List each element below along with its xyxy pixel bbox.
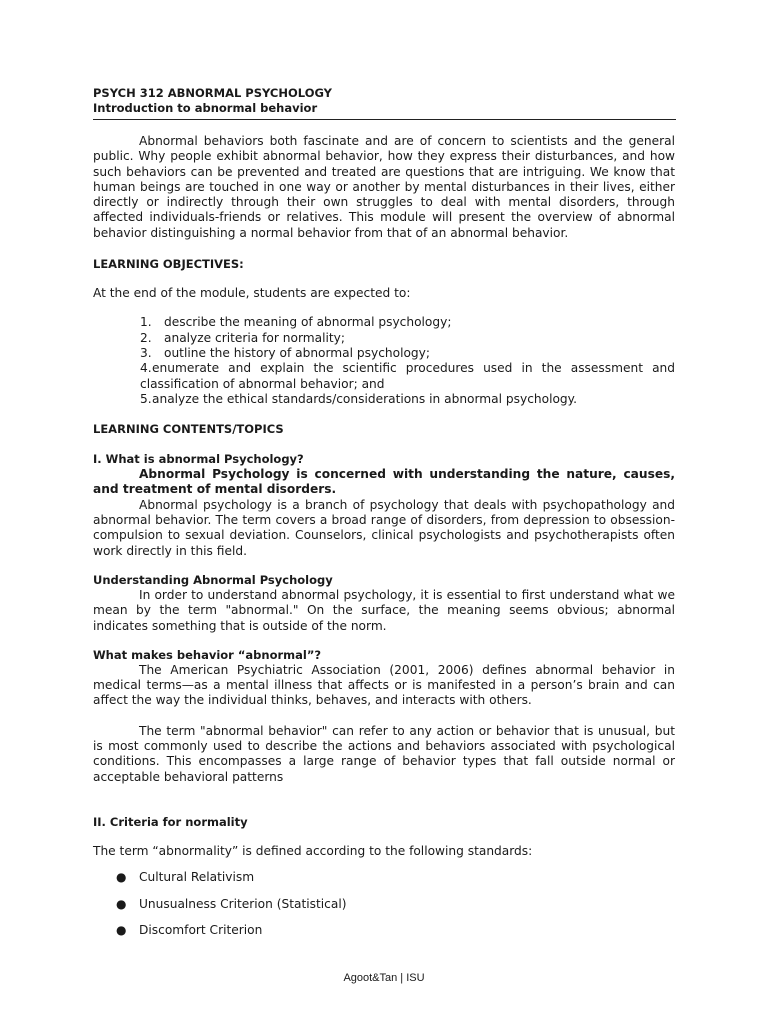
- bullet-icon: ●: [116, 922, 127, 937]
- section-1-bold: Abnormal Psychology is concerned with understanding the nature, causes, and treatment of mental disorders.: [93, 467, 675, 497]
- bullet-icon: ●: [116, 870, 127, 885]
- section-2-heading: Understanding Abnormal Psychology: [93, 572, 333, 587]
- objectives-lead: At the end of the module, students are expected to:: [93, 286, 411, 301]
- objectives-list: [93, 315, 675, 407]
- objective-item: 2. analyze criteria for normality;: [140, 330, 345, 345]
- course-title: PSYCH 312 ABNORMAL PSYCHOLOGY: [93, 86, 332, 100]
- section-2-paragraph: In order to understand abnormal psychology, it is essential to first understand what we mean by the term "abnormal." On the surface, the meaning seems obvious; abnormal indicates something that is outside of the norm.: [93, 587, 675, 633]
- bullet-icon: ●: [116, 896, 127, 911]
- section-4-lead: The term “abnormality” is defined according to the following standards:: [93, 843, 533, 858]
- header-rule: [93, 119, 676, 120]
- criteria-list: [93, 870, 675, 938]
- objective-item: 3. outline the history of abnormal psychology;: [140, 345, 430, 360]
- section-3-paragraph-2: The term "abnormal behavior" can refer to any action or behavior that is unusual, but is most commonly used to describe the actions and behaviors associated with psychological conditions. This encompasses a large range of behavior types that fall outside normal or acceptable behavioral patterns: [93, 723, 675, 784]
- section-1-paragraph: Abnormal psychology is a branch of psychology that deals with psychopathology and abnormal behavior. The term covers a broad range of disorders, from depression to obsession-compulsion to sexual deviation. Counselors, clinical psychologists and psychotherapists often work directly in this field.: [93, 497, 675, 558]
- topic-title: Introduction to abnormal behavior: [93, 101, 318, 115]
- document-page: [93, 86, 675, 949]
- criteria-item: ● Cultural Relativism: [116, 870, 255, 885]
- criteria-item: ● Discomfort Criterion: [116, 922, 263, 937]
- section-3-heading: What makes behavior “abnormal”?: [93, 647, 322, 662]
- intro-paragraph: Abnormal behaviors both fascinate and are of concern to scientists and the general public. Why people exhibit abnormal behavior, how they express their disturbances, and how such behaviors can be prevented and treated are questions that are intriguing. We know that human beings are touched in one way or another by mental disturbances in their lives, either directly or indirectly through their own struggles to deal with mental disorders, through affected individuals-friends or relatives. This module will present the overview of abnormal behavior distinguishing a normal behavior from that of an abnormal behavior.: [93, 134, 675, 240]
- objectives-heading: LEARNING OBJECTIVES:: [93, 257, 244, 272]
- objective-item: 4.enumerate and explain the scientific procedures used in the assessment and classification of abnormal behavior; and: [140, 361, 675, 391]
- contents-heading: LEARNING CONTENTS/TOPICS: [93, 422, 284, 437]
- page-footer: Agoot&Tan | ISU: [343, 972, 425, 984]
- section-1-heading: I. What is abnormal Psychology?: [93, 452, 304, 467]
- objective-item: 5.analyze the ethical standards/considerations in abnormal psychology.: [140, 391, 578, 406]
- criteria-item: ● Unusualness Criterion (Statistical): [116, 896, 347, 911]
- section-3-paragraph-1: The American Psychiatric Association (2001, 2006) defines abnormal behavior in medical terms—as a mental illness that affects or is manifested in a person’s brain and can affect the way the individual thinks, behaves, and interacts with others.: [93, 662, 675, 708]
- objective-item: 1. describe the meaning of abnormal psychology;: [140, 315, 452, 330]
- section-4-heading: II. Criteria for normality: [93, 814, 248, 829]
